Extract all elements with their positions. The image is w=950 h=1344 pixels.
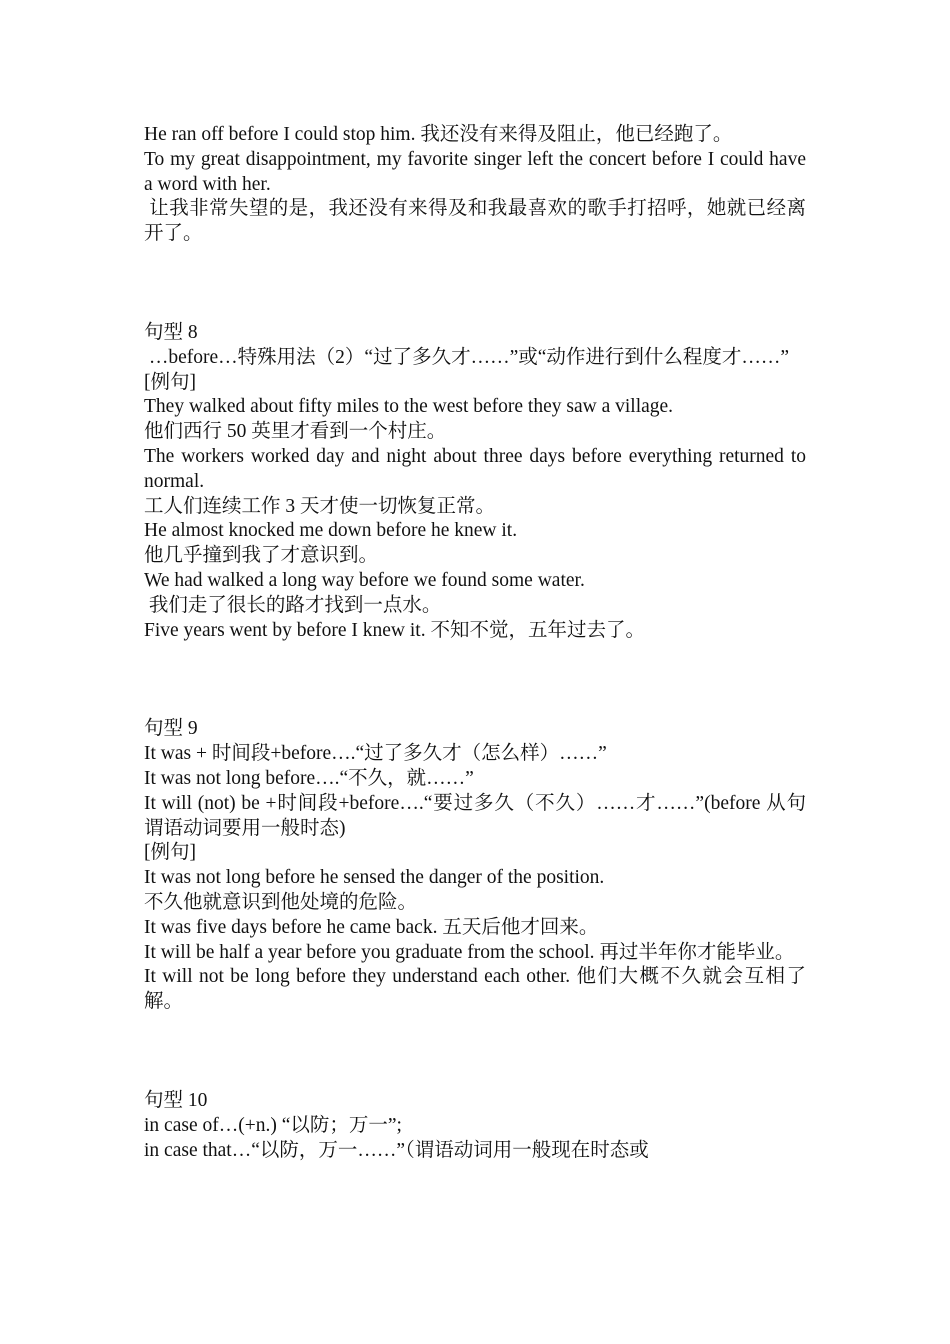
example-sentence: It will be half a year before you graduate from the school. 再过半年你才能毕业。 bbox=[144, 941, 795, 963]
example-sentence: Five years went by before I knew it. 不知不觉，五年过去了。 bbox=[144, 619, 645, 641]
section-title: 句型 8 bbox=[144, 321, 198, 343]
example-translation: 我们走了很长的路才找到一点水。 bbox=[144, 594, 442, 616]
example-label: [例句] bbox=[144, 842, 196, 864]
example-translation: 他们西行 50 英里才看到一个村庄。 bbox=[144, 421, 447, 443]
example-sentence: The workers worked day and night about three days before everything returned to normal. bbox=[144, 445, 811, 492]
example-sentence: He almost knocked me down before he knew it. bbox=[144, 520, 518, 542]
pattern-description: …before…特殊用法（2）“过了多久才……”或“动作进行到什么程度才……” bbox=[144, 346, 790, 368]
pattern-description: It will (not) be +时间段+before….“要过多久（不久）……才……”(before 从句谓语动词要用一般时态) bbox=[144, 792, 806, 839]
section-spacer bbox=[144, 247, 806, 321]
example-translation: 他几乎撞到我了才意识到。 bbox=[144, 545, 379, 567]
example-sentence: He ran off before I could stop him. 我还没有来得及阻止，他已经跑了。 bbox=[144, 124, 733, 145]
section-title: 句型 10 bbox=[144, 1089, 208, 1111]
example-sentence: It was five days before he came back. 五天后他才回来。 bbox=[144, 916, 599, 938]
pattern-description: in case that…“以防，万一……”（谓语动词用一般现在时态或 bbox=[144, 1139, 649, 1161]
pattern-description: It was + 时间段+before….“过了多久才（怎么样）……” bbox=[144, 743, 607, 765]
section-8 bbox=[144, 321, 811, 643]
section-spacer bbox=[144, 643, 806, 717]
example-sentence: We had walked a long way before we found some water. bbox=[144, 569, 585, 591]
example-label: [例句] bbox=[144, 371, 196, 393]
example-sentence: It was not long before he sensed the danger of the position. bbox=[144, 867, 605, 889]
section-title: 句型 9 bbox=[144, 718, 198, 740]
section-7-tail bbox=[144, 123, 811, 247]
example-translation: 工人们连续工作 3 天才使一切恢复正常。 bbox=[144, 495, 496, 517]
document-page bbox=[144, 123, 811, 1163]
example-sentence: They walked about fifty miles to the west before they saw a village. bbox=[144, 396, 674, 418]
section-9 bbox=[144, 717, 806, 1015]
pattern-description: in case of…(+n.) “以防；万一”; bbox=[144, 1114, 402, 1136]
section-10 bbox=[144, 1089, 806, 1163]
pattern-description: It was not long before….“不久，就……” bbox=[144, 767, 474, 789]
example-translation: 不久他就意识到他处境的危险。 bbox=[144, 891, 418, 913]
example-sentence: To my great disappointment, my favorite singer left the concert before I could have a word with her. bbox=[144, 148, 811, 195]
example-translation: 让我非常失望的是，我还没有来得及和我最喜欢的歌手打招呼，她就已经离开了。 bbox=[144, 198, 806, 245]
section-spacer bbox=[144, 1015, 806, 1089]
example-sentence: It will not be long before they understand each other. 他们大概不久就会互相了解。 bbox=[144, 966, 806, 1013]
